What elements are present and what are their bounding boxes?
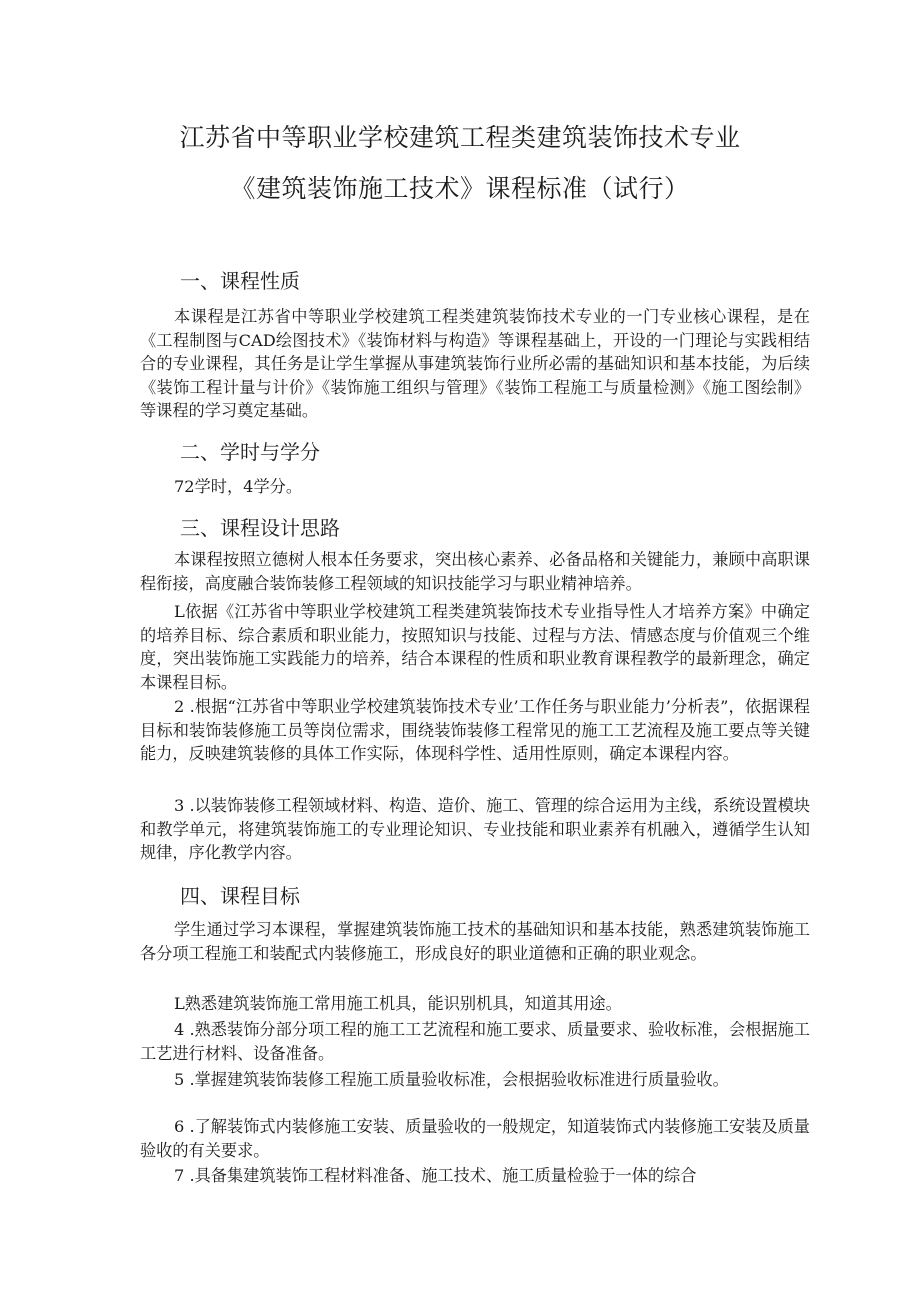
paragraph: L依据《江苏省中等职业学校建筑工程类建筑装饰技术专业指导性人才培养方案》中确定的培养目标、综合素质和职业能力，按照知识与技能、过程与方法、情感态度与价值观三个维度，突出装饰施工实践能力的培养，结合本课程的性质和职业教育课程教学的最新理念，确定本课程目标。	[140, 602, 810, 692]
paragraph: 本课程按照立德树人根本任务要求，突出核心素养、必备品格和关键能力，兼顾中高职课程衔接，高度融合装饰装修工程领域的知识技能学习与职业精神培养。	[140, 550, 810, 593]
paragraph: 2 .根据“江苏省中等职业学校建筑装饰技术专业’工作任务与职业能力’分析表”，依据课程目标和装饰装修施工员等岗位需求，围绕装饰装修工程常见的施工工艺流程及施工要点等关键能力，反映建筑装修的具体工作实际，体现科学性、适用性原则，确定本课程内容。	[140, 697, 810, 763]
section-heading: 二、学时与学分	[180, 440, 320, 464]
paragraph: L熟悉建筑装饰施工常用施工机具，能识别机具，知道其用途。	[174, 994, 622, 1013]
paragraph: 5 .掌握建筑装饰装修工程施工质量验收标准，会根据验收标准进行质量验收。	[174, 1070, 729, 1089]
paragraph: 72学时，4学分。	[174, 477, 303, 496]
paragraph: 3 .以装饰装修工程领域材料、构造、造价、施工、管理的综合运用为主线，系统设置模块和教学单元，将建筑装饰施工的专业理论知识、专业技能和职业素养有机融入，遵循学生认知规律，序化教学内容。	[140, 796, 810, 862]
section-heading: 一、课程性质	[180, 269, 300, 293]
paragraph: 6 .了解装饰式内装修施工安装、质量验收的一般规定，知道装饰式内装修施工安装及质量验收的有关要求。	[140, 1117, 810, 1160]
paragraph: 7 .具备集建筑装饰工程材料准备、施工技术、施工质量检验于一体的综合	[174, 1166, 697, 1185]
paragraph: 学生通过学习本课程，掌握建筑装饰施工技术的基础知识和基本技能，熟悉建筑装饰施工各分项工程施工和装配式内装修施工，形成良好的职业道德和正确的职业观念。	[140, 920, 810, 963]
paragraph: 4 .熟悉装饰分部分项工程的施工工艺流程和施工要求、质量要求、验收标准，会根据施工工艺进行材料、设备准备。	[140, 1020, 810, 1063]
section-heading: 三、课程设计思路	[180, 516, 340, 540]
document-title-line2: 《建筑装饰施工技术》课程标准（试行）	[230, 174, 690, 203]
paragraph: 本课程是江苏省中等职业学校建筑工程类建筑装饰技术专业的一门专业核心课程，是在《工程制图与CAD绘图技术》《装饰材料与构造》等课程基础上，开设的一门理论与实践相结合的专业课程，其任务是让学生掌握从事建筑装饰行业所必需的基础知识和基本技能，为后续《装饰工程计量与计价》《装饰施工组织与管理》《装饰工程施工与质量检测》《施工图绘制》等课程的学习奠定基础。	[140, 307, 810, 420]
document-title-line1: 江苏省中等职业学校建筑工程类建筑装饰技术专业	[179, 123, 741, 152]
section-heading: 四、课程目标	[180, 884, 300, 908]
